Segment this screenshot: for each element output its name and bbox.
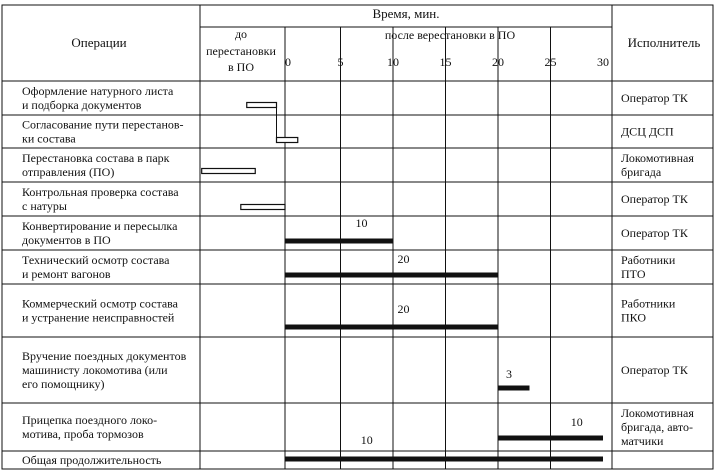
before-bar (241, 205, 285, 210)
operation-text: его помощнику) (22, 377, 105, 391)
tick-label: 15 (439, 55, 452, 69)
header-before-line-2: перестановки (206, 44, 276, 58)
operation-text: и ремонт вагонов (22, 267, 111, 281)
operation-text: Коммерческий осмотр состава (22, 296, 179, 311)
bar-label: 10 (355, 216, 368, 230)
bar-label: 10 (570, 415, 583, 429)
operation-text: Технический осмотр состава (22, 253, 170, 267)
operation-text: и устранение неисправностей (22, 310, 175, 325)
table-row (22, 118, 674, 146)
executor-text: Оператор ТК (621, 363, 688, 377)
operation-text: Контрольная проверка состава (22, 185, 179, 199)
executor-text: Работники (621, 296, 676, 311)
table-row (22, 453, 162, 467)
executor-text: Оператор ТК (621, 192, 688, 206)
duration-bar (498, 386, 530, 391)
table-row (22, 297, 676, 325)
executor-text: ПКО (621, 310, 647, 325)
table-row (22, 185, 689, 213)
executor-text: бригада, авто- (621, 420, 693, 434)
bar-label: 3 (506, 367, 513, 381)
bar-label: 20 (397, 302, 410, 316)
operation-text: ки состава (22, 131, 76, 146)
tick-label: 30 (597, 55, 609, 69)
tick-label: 0 (285, 55, 291, 69)
operation-text: машинисту локомотива (или (22, 363, 168, 377)
before-bar (247, 103, 277, 108)
executor-text: Оператор ТК (621, 91, 688, 105)
tick-label: 10 (387, 55, 399, 69)
executor-text: ДСЦ ДСП (621, 124, 674, 139)
header-before-line-1: до (234, 27, 248, 41)
executor-text: Локомотивная (621, 151, 694, 165)
before-bar (277, 138, 298, 143)
tick-label: 25 (544, 55, 557, 69)
operation-text: и подборка документов (22, 98, 142, 112)
header-time-group: Время, мин. (372, 6, 440, 21)
executor-text: бригада (621, 165, 662, 179)
executor-text: ПТО (621, 267, 646, 281)
executor-text: Локомотивная (621, 406, 694, 420)
table-row (22, 84, 689, 112)
tick-label: 5 (337, 55, 344, 69)
duration-bar (498, 436, 603, 441)
table-row (22, 349, 689, 391)
operation-text: Согласование пути перестанов- (22, 117, 184, 132)
header-executor: Исполнитель (627, 35, 701, 50)
duration-bar (285, 239, 393, 244)
header-operations: Операции (71, 35, 127, 50)
operation-text: Общая продолжительность (22, 453, 162, 467)
header-after: после верестановки в ПО (384, 28, 516, 42)
before-bar (202, 169, 256, 174)
gantt-bars (202, 103, 603, 462)
operation-text: отправления (ПО) (22, 165, 115, 179)
duration-bar (285, 273, 498, 278)
operation-text: Конвертирование и пересылка (22, 219, 178, 233)
duration-bar (285, 325, 498, 330)
bar-label: 10 (360, 433, 373, 447)
operation-text: Прицепка поездного локо- (22, 413, 158, 427)
tick-label: 20 (492, 55, 504, 69)
table-row (22, 406, 694, 448)
executor-text: матчики (621, 434, 664, 448)
time-axis-ticks (285, 55, 609, 69)
operation-text: Вручение поездных документов (22, 349, 187, 363)
operation-text: Оформление натурного листа (22, 84, 174, 98)
duration-bar (285, 457, 603, 462)
operation-text: мотива, проба тормозов (22, 427, 144, 441)
bar-label: 20 (397, 252, 410, 266)
operation-text: документов в ПО (22, 233, 111, 247)
executor-text: Оператор ТК (621, 226, 688, 240)
operation-text: с натуры (22, 199, 67, 213)
header-before-line-3: в ПО (228, 60, 254, 74)
table-row (22, 151, 694, 179)
executor-text: Работники (621, 253, 676, 267)
operation-text: Перестановка состава в парк (22, 151, 170, 165)
